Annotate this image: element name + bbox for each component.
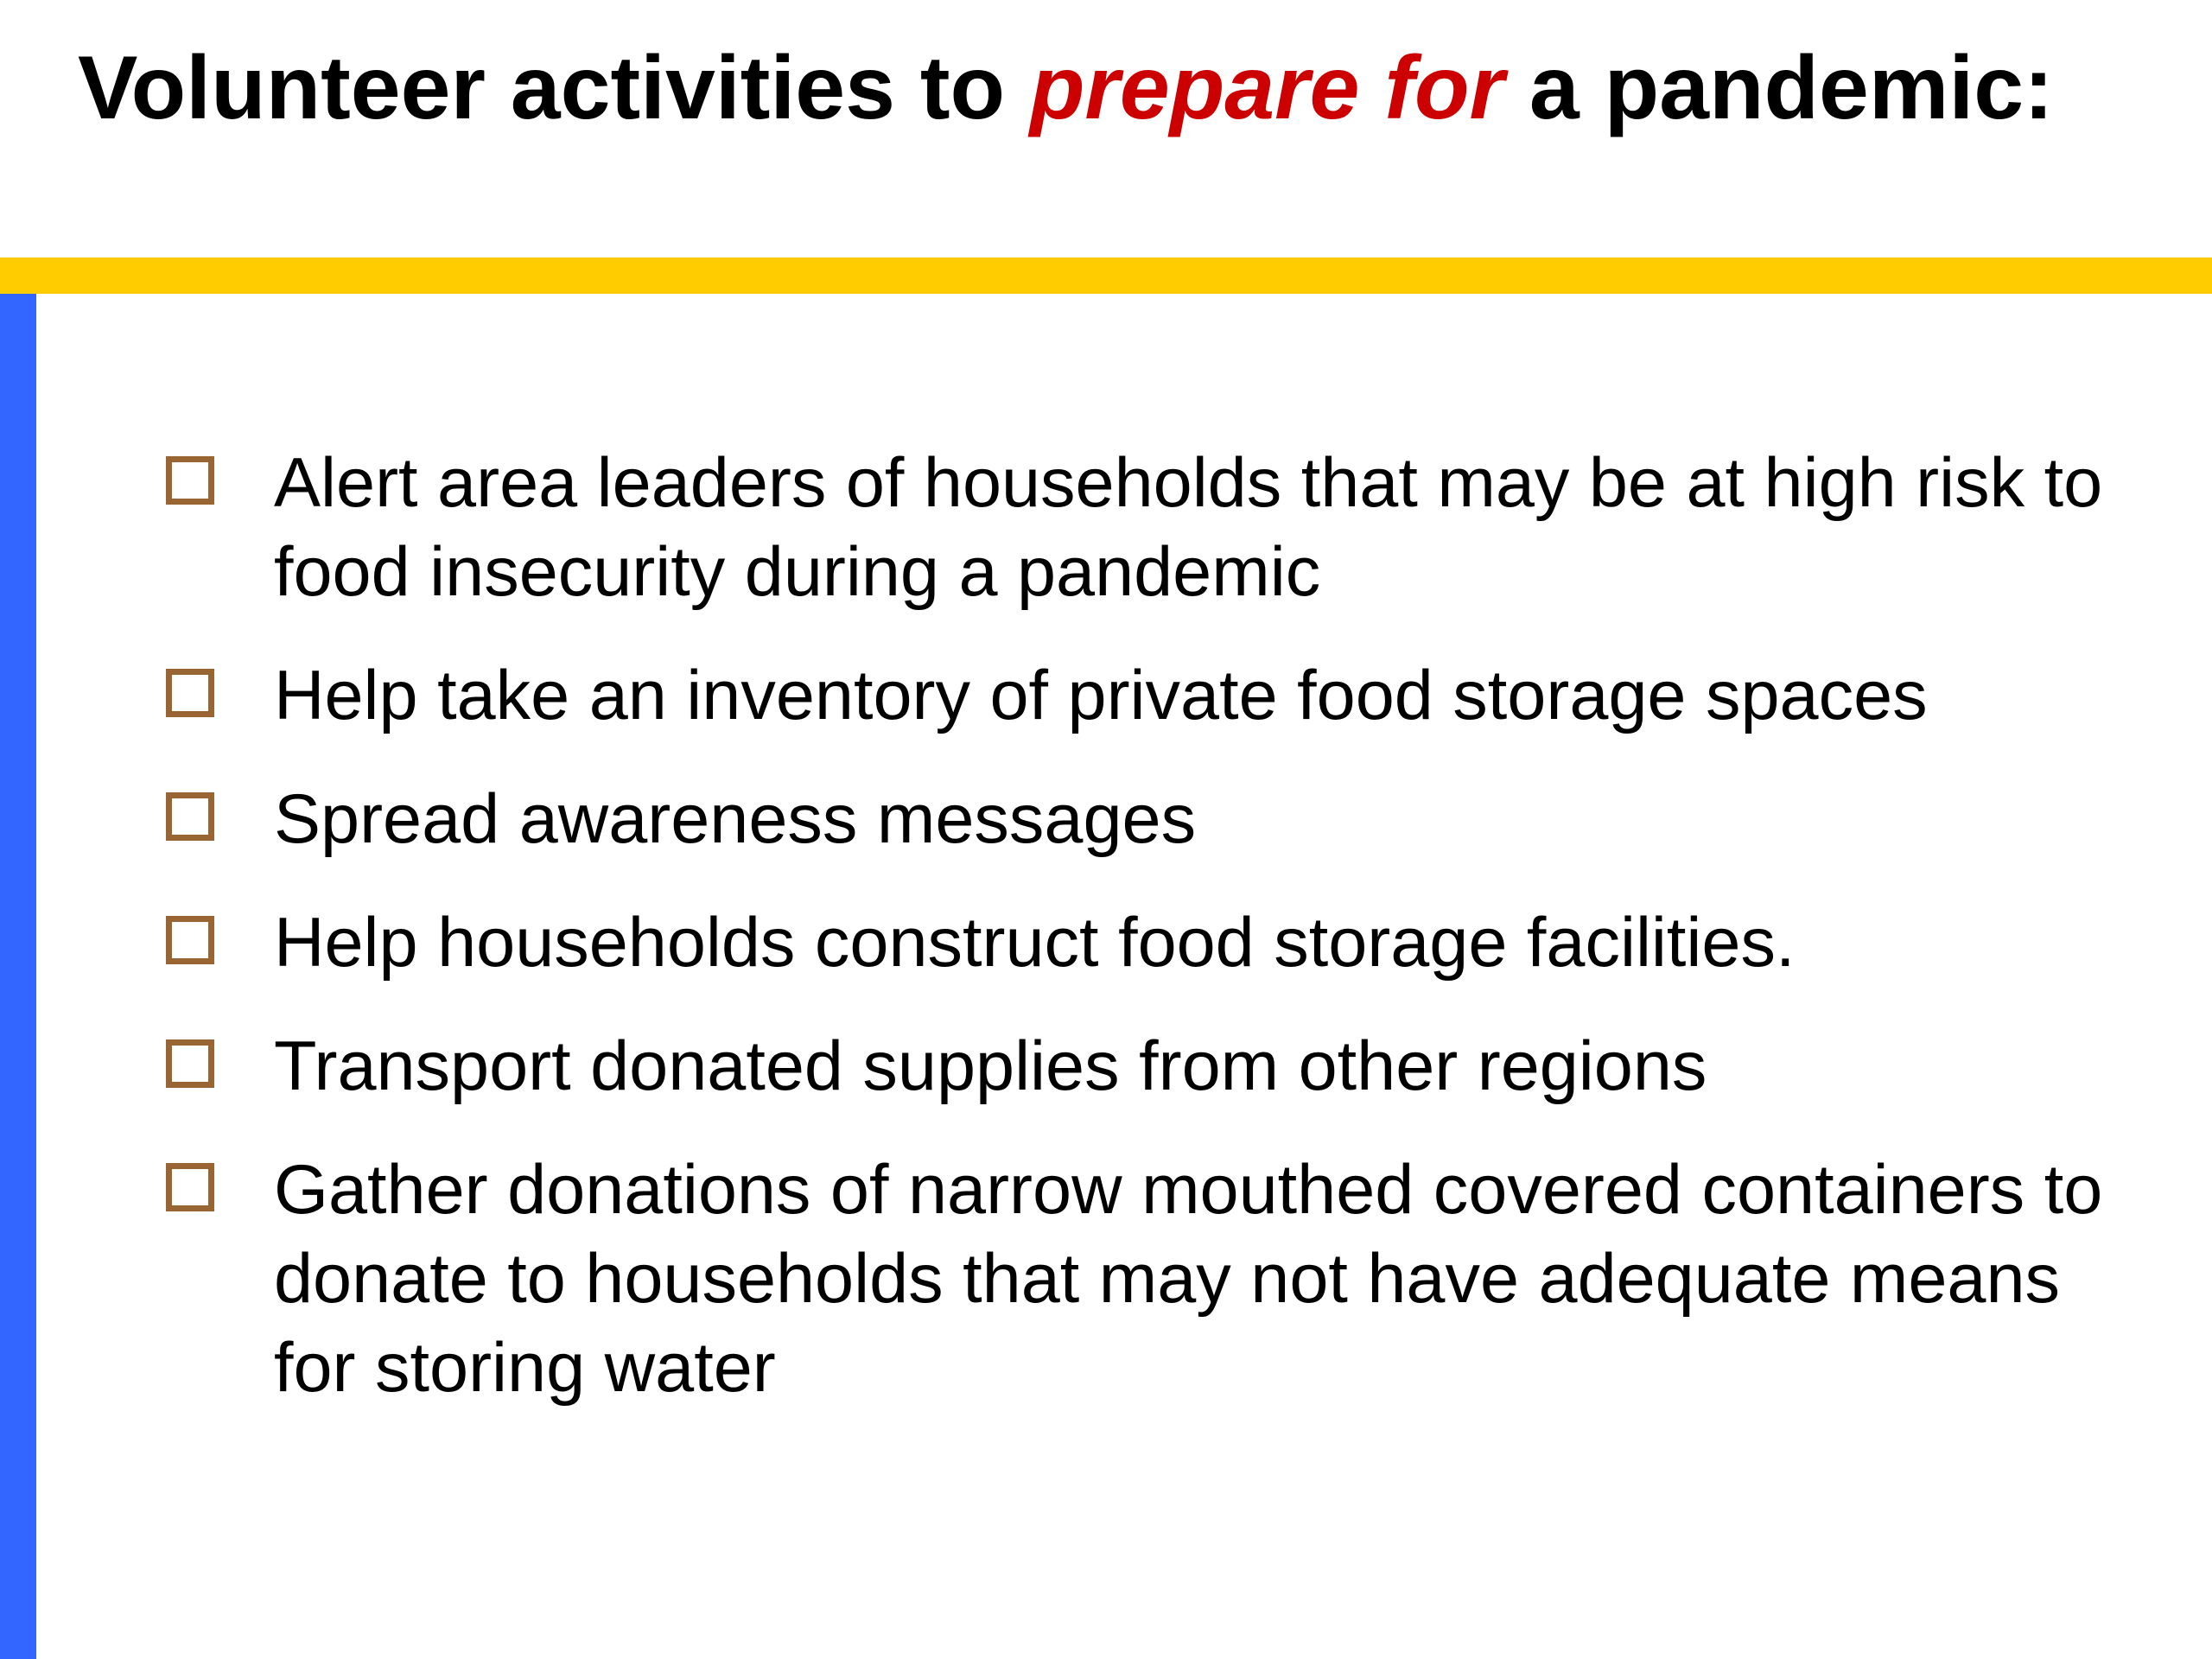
list-item (164, 775, 2108, 864)
list-item (164, 899, 2108, 988)
list-item-text: Gather donations of narrow mouthed covered containers to donate to households that may not have adequate means for storing water (274, 1151, 2103, 1407)
hollow-square-icon (166, 792, 214, 841)
list-item-text: Help households construct food storage facilities. (274, 904, 1796, 982)
hollow-square-icon (166, 1163, 214, 1211)
title-text-start: Volunteer activities to (78, 38, 1030, 138)
title-underline-bar (0, 257, 2212, 294)
list-item-text: Spread awareness messages (274, 780, 1197, 858)
activity-list (164, 439, 2108, 1447)
title-text-end: a pandemic: (1503, 38, 2054, 138)
hollow-square-icon (166, 456, 214, 505)
list-item-text: Alert area leaders of households that may be at high risk to food insecurity during a pandemic (274, 444, 2103, 611)
list-item (164, 652, 2108, 741)
list-item (164, 1022, 2108, 1111)
list-item-text: Help take an inventory of private food storage spaces (274, 657, 1928, 734)
left-accent-bar (0, 294, 36, 1659)
title-emphasis: prepare for (1029, 38, 1504, 138)
hollow-square-icon (166, 916, 214, 964)
hollow-square-icon (166, 669, 214, 717)
list-item-text: Transport donated supplies from other regions (274, 1027, 1707, 1105)
list-item (164, 1146, 2108, 1413)
slide-title (78, 33, 2065, 143)
hollow-square-icon (166, 1039, 214, 1088)
list-item (164, 439, 2108, 617)
